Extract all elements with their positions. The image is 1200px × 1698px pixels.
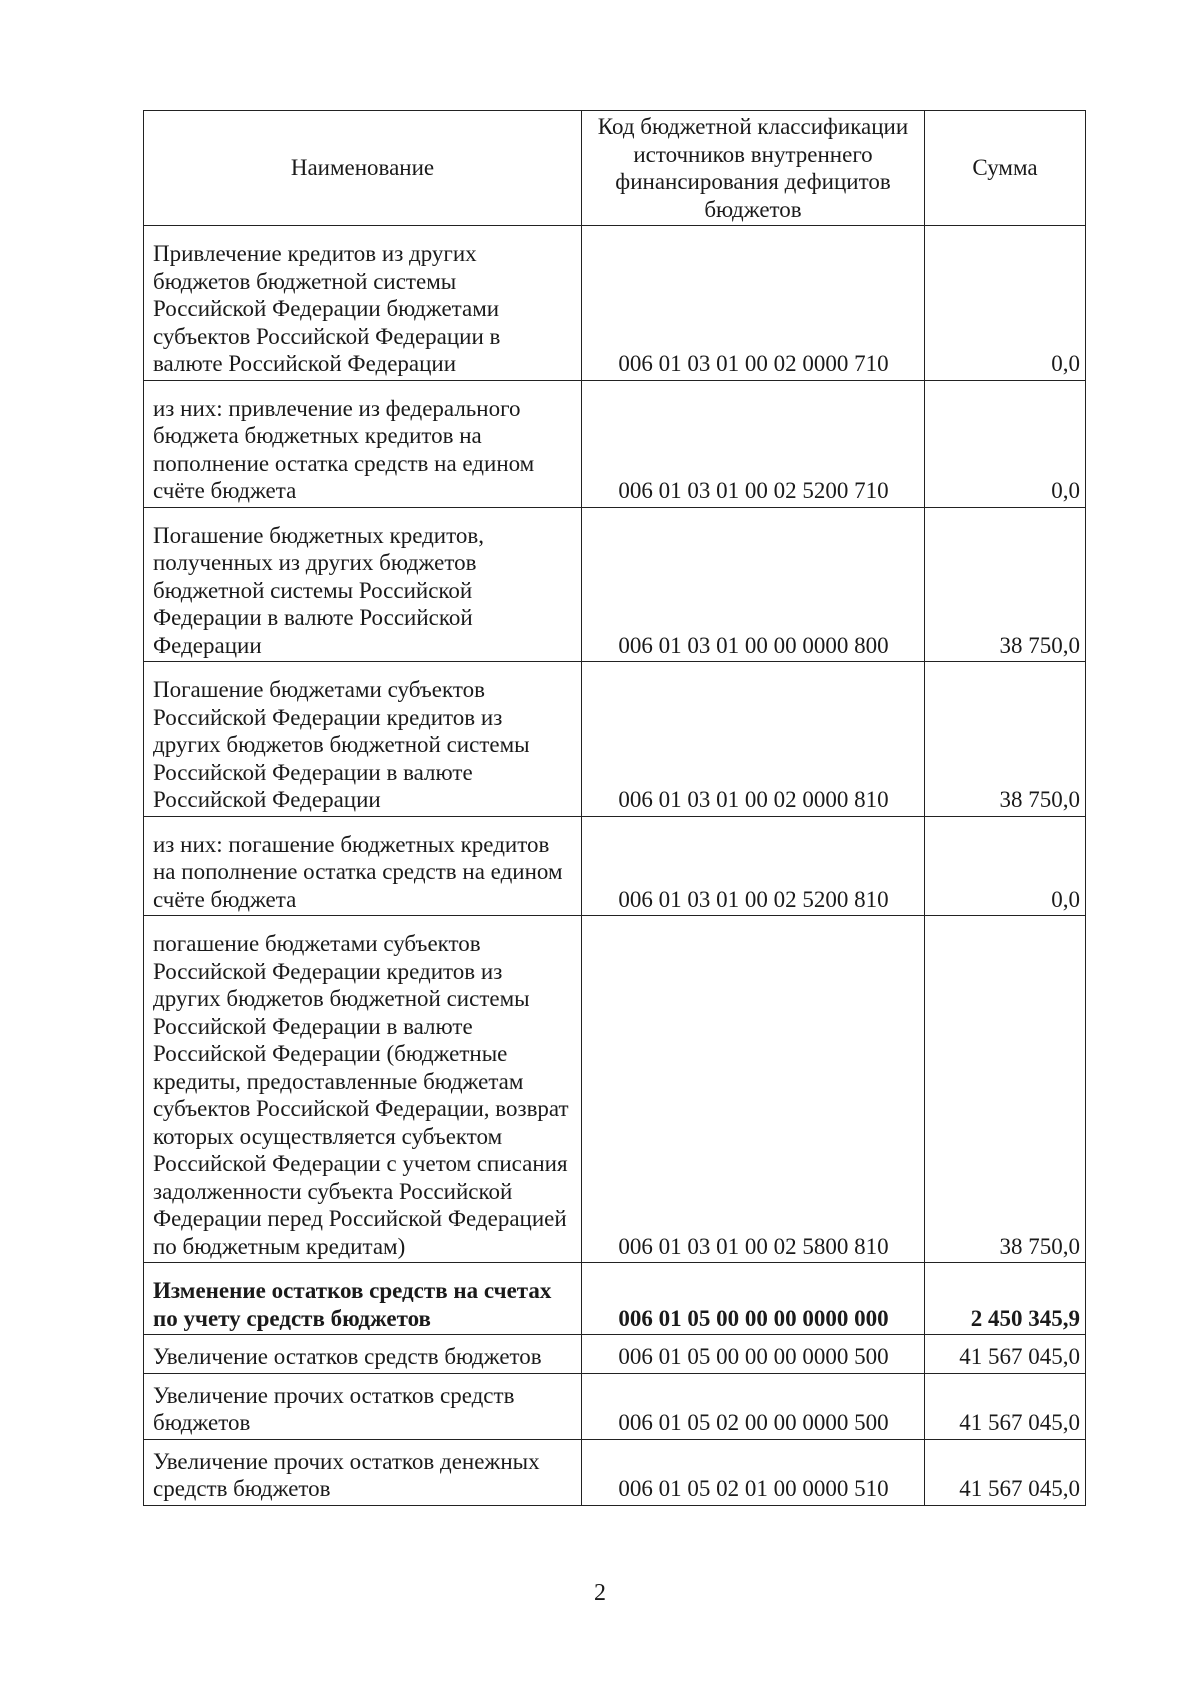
row-code: 006 01 05 02 00 00 0000 500 xyxy=(582,1373,925,1439)
row-sum: 38 750,0 xyxy=(925,507,1086,662)
row-code: 006 01 03 01 00 00 0000 800 xyxy=(582,507,925,662)
row-sum: 41 567 045,0 xyxy=(925,1439,1086,1505)
table-row xyxy=(144,380,1086,507)
row-sum: 0,0 xyxy=(925,226,1086,381)
header-code: Код бюджетной классификации источников внутреннего финансирования дефицитов бюджетов xyxy=(582,111,925,226)
row-sum: 0,0 xyxy=(925,816,1086,916)
row-sum: 41 567 045,0 xyxy=(925,1373,1086,1439)
table-row xyxy=(144,662,1086,817)
row-sum: 0,0 xyxy=(925,380,1086,507)
table-row xyxy=(144,1373,1086,1439)
row-code: 006 01 05 00 00 00 0000 000 xyxy=(582,1263,925,1335)
header-name: Наименование xyxy=(144,111,582,226)
table-row xyxy=(144,1335,1086,1374)
row-code: 006 01 03 01 00 02 5200 710 xyxy=(582,380,925,507)
row-code: 006 01 03 01 00 02 5800 810 xyxy=(582,916,925,1263)
row-name: Изменение остатков средств на счетах по учету средств бюджетов xyxy=(144,1263,582,1335)
row-name: Погашение бюджетных кредитов, полученных из других бюджетов бюджетной системы Российской Федерации в валюте Российской Федерации xyxy=(144,507,582,662)
row-sum: 41 567 045,0 xyxy=(925,1335,1086,1374)
row-name: Увеличение прочих остатков средств бюджетов xyxy=(144,1373,582,1439)
row-sum: 2 450 345,9 xyxy=(925,1263,1086,1335)
table-row xyxy=(144,226,1086,381)
row-name: Увеличение прочих остатков денежных средств бюджетов xyxy=(144,1439,582,1505)
row-sum: 38 750,0 xyxy=(925,916,1086,1263)
table-row-total-change xyxy=(144,1263,1086,1335)
page-number: 2 xyxy=(594,1580,606,1606)
row-name: из них: погашение бюджетных кредитов на пополнение остатка средств на едином счёте бюджета xyxy=(144,816,582,916)
table-row xyxy=(144,1439,1086,1505)
row-code: 006 01 05 00 00 00 0000 500 xyxy=(582,1335,925,1374)
table-row xyxy=(144,916,1086,1263)
row-name: Привлечение кредитов из других бюджетов бюджетной системы Российской Федерации бюджетами субъектов Российской Федерации в валюте Российской Федерации xyxy=(144,226,582,381)
row-name: погашение бюджетами субъектов Российской Федерации кредитов из других бюджетов бюджетной системы Российской Федерации в валюте Российской Федерации (бюджетные кредиты, предоставленные бюджетам субъектов Российской Федерации, возврат которых осуществляется субъектом Российской Федерации с учетом списания задолженности субъекта Российской Федерации перед Российской Федерацией по бюджетным кредитам) xyxy=(144,916,582,1263)
row-name: Погашение бюджетами субъектов Российской Федерации кредитов из других бюджетов бюджетной системы Российской Федерации в валюте Российской Федерации xyxy=(144,662,582,817)
row-name: из них: привлечение из федерального бюджета бюджетных кредитов на пополнение остатка средств на едином счёте бюджета xyxy=(144,380,582,507)
row-code: 006 01 03 01 00 02 0000 710 xyxy=(582,226,925,381)
row-sum: 38 750,0 xyxy=(925,662,1086,817)
row-name: Увеличение остатков средств бюджетов xyxy=(144,1335,582,1374)
row-code: 006 01 03 01 00 02 5200 810 xyxy=(582,816,925,916)
header-sum: Сумма xyxy=(925,111,1086,226)
row-code: 006 01 03 01 00 02 0000 810 xyxy=(582,662,925,817)
table-header-row xyxy=(144,111,1086,226)
row-code: 006 01 05 02 01 00 0000 510 xyxy=(582,1439,925,1505)
budget-sources-table xyxy=(143,110,1086,1506)
table-row xyxy=(144,816,1086,916)
table-row xyxy=(144,507,1086,662)
